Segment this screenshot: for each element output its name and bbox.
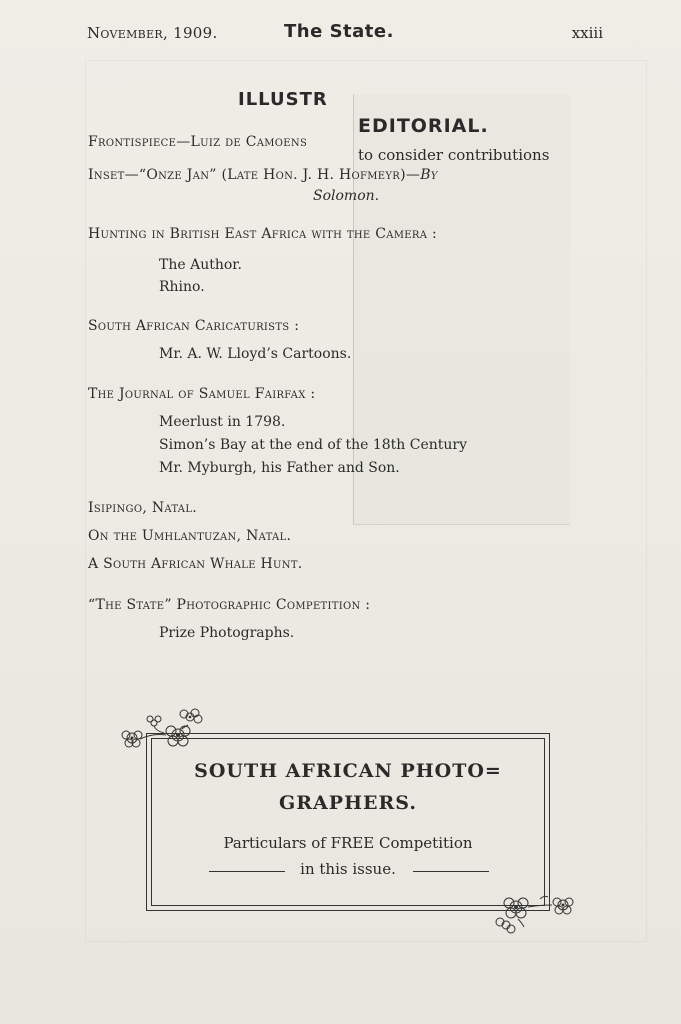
advert-competition-text: Particulars of FREE Competition bbox=[223, 834, 473, 852]
item-caricaturists: South African Caricaturists : bbox=[88, 318, 300, 334]
item-lloyd-cartoons: Mr. A. W. Lloyd’s Cartoons. bbox=[159, 346, 352, 362]
item-meerlust: Meerlust in 1798. bbox=[159, 414, 286, 430]
item-journal: The Journal of Samuel Fairfax : bbox=[88, 386, 316, 402]
item-prize-photographs: Prize Photographs. bbox=[159, 625, 295, 641]
advert-heading-line2: GRAPHERS. bbox=[279, 792, 417, 814]
advert-heading-line1: SOUTH AFRICAN PHOTO= bbox=[194, 760, 502, 782]
item-the-author: The Author. bbox=[159, 257, 242, 273]
item-hunting: Hunting in British East Africa with the Camera : bbox=[88, 226, 438, 242]
item-inset-emph: By bbox=[420, 167, 438, 183]
item-simons-bay: Simon’s Bay at the end of the 18th Century bbox=[159, 437, 467, 453]
running-header bbox=[0, 20, 681, 50]
item-rhino: Rhino. bbox=[159, 279, 205, 295]
editorial-line: to consider contributions bbox=[358, 146, 550, 164]
advert-rule-right bbox=[413, 871, 489, 872]
item-isipingo: Isipingo, Natal. bbox=[88, 500, 198, 516]
item-inset-text: Inset—“Onze Jan” (Late Hon. J. H. Hofmeyr)— bbox=[88, 167, 421, 183]
item-frontispiece: Frontispiece—Luiz de Camoens bbox=[88, 134, 308, 150]
item-inset bbox=[88, 167, 438, 183]
publication-title: The State. bbox=[284, 21, 394, 42]
item-competition: “The State” Photographic Competition : bbox=[88, 597, 371, 613]
advert-issue-text: in this issue. bbox=[300, 860, 396, 878]
issue-date: November, 1909. bbox=[87, 24, 218, 42]
item-myburgh: Mr. Myburgh, his Father and Son. bbox=[159, 460, 400, 476]
floral-ornament-bottom-icon bbox=[488, 885, 578, 935]
item-whale-hunt: A South African Whale Hunt. bbox=[88, 556, 303, 572]
item-umhlantuzan: On the Umhlantuzan, Natal. bbox=[88, 528, 292, 544]
page-number: xxiii bbox=[571, 24, 603, 42]
item-inset-artist: Solomon. bbox=[313, 188, 380, 204]
illustrations-heading: ILLUSTR bbox=[238, 89, 328, 110]
editorial-heading: EDITORIAL. bbox=[358, 115, 489, 137]
